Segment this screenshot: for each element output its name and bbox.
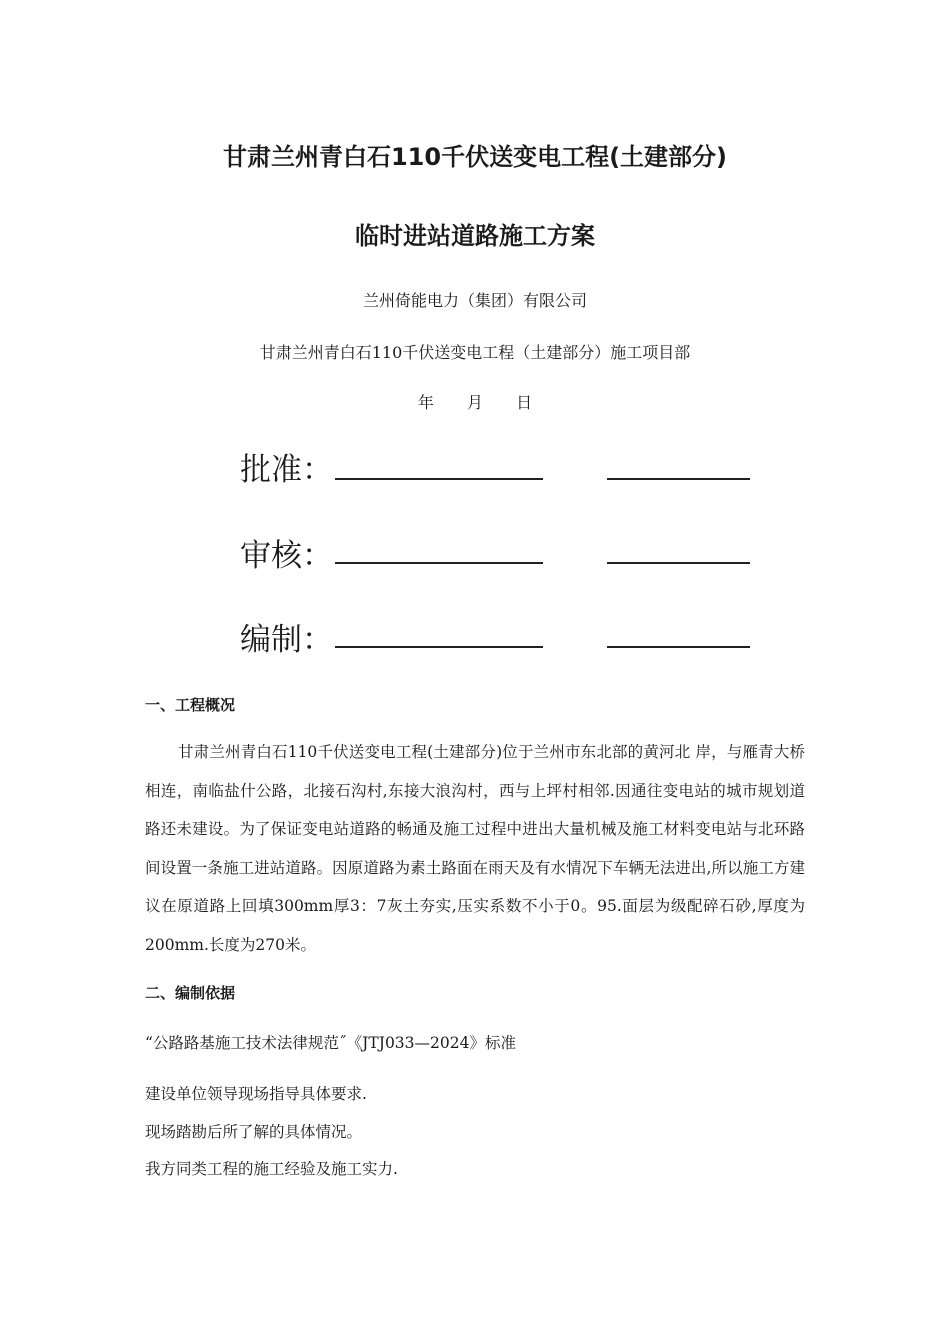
approve-signature-line: [335, 478, 543, 480]
company-name: 兰州倚能电力（集团）有限公司: [362, 291, 587, 310]
date-day: 日: [516, 393, 533, 412]
project-department: 甘肃兰州青白石110千伏送变电工程（土建部分）施工项目部: [259, 343, 691, 362]
date-month: 月: [466, 393, 483, 412]
document-title: 甘肃兰州青白石110千伏送变电工程(土建部分): [222, 143, 728, 171]
section1-heading: 一、工程概况: [145, 696, 236, 714]
document-subtitle: 临时进站道路施工方案: [355, 222, 595, 250]
compile-date-line: [607, 646, 750, 648]
basis-item: “公路路基施工技术法律规范˝《JTJ033—2024》标准: [145, 1034, 516, 1052]
compile-label: 编制：: [240, 622, 333, 658]
date-line: [0, 390, 950, 413]
section2-heading: 二、编制依据: [145, 984, 236, 1002]
basis-item: 我方同类工程的施工经验及施工实力.: [145, 1160, 398, 1178]
review-date-line: [607, 562, 750, 564]
basis-item: 现场踏勘后所了解的具体情况。: [145, 1123, 363, 1141]
review-label: 审核：: [240, 538, 333, 574]
approve-label: 批准：: [240, 452, 333, 488]
date-year: 年: [417, 393, 434, 412]
section1-paragraph: 甘肃兰州青白石110千伏送变电工程(土建部分)位于兰州市东北部的黄河北 岸，与雁青大桥相连，南临盐什公路，北接石沟村,东接大浪沟村，西与上坪村相邻.因通往变电站的城市规划道路还未建设。为了保证变电站道路的畅通及施工过程中进出大量机械及施工材料变电站与北环路间设置一条施工进站道路。因原道路为素土路面在雨天及有水情况下车辆无法进出,所以施工方建议在原道路上回填300mm厚3：7灰土夯实,压实系数不小于0。95.面层为级配碎石砂,厚度为200mm.长度为270米。: [145, 743, 805, 954]
compile-signature-line: [335, 646, 543, 648]
approve-date-line: [607, 478, 750, 480]
basis-item: 建设单位领导现场指导具体要求.: [145, 1085, 367, 1103]
review-signature-line: [335, 562, 543, 564]
